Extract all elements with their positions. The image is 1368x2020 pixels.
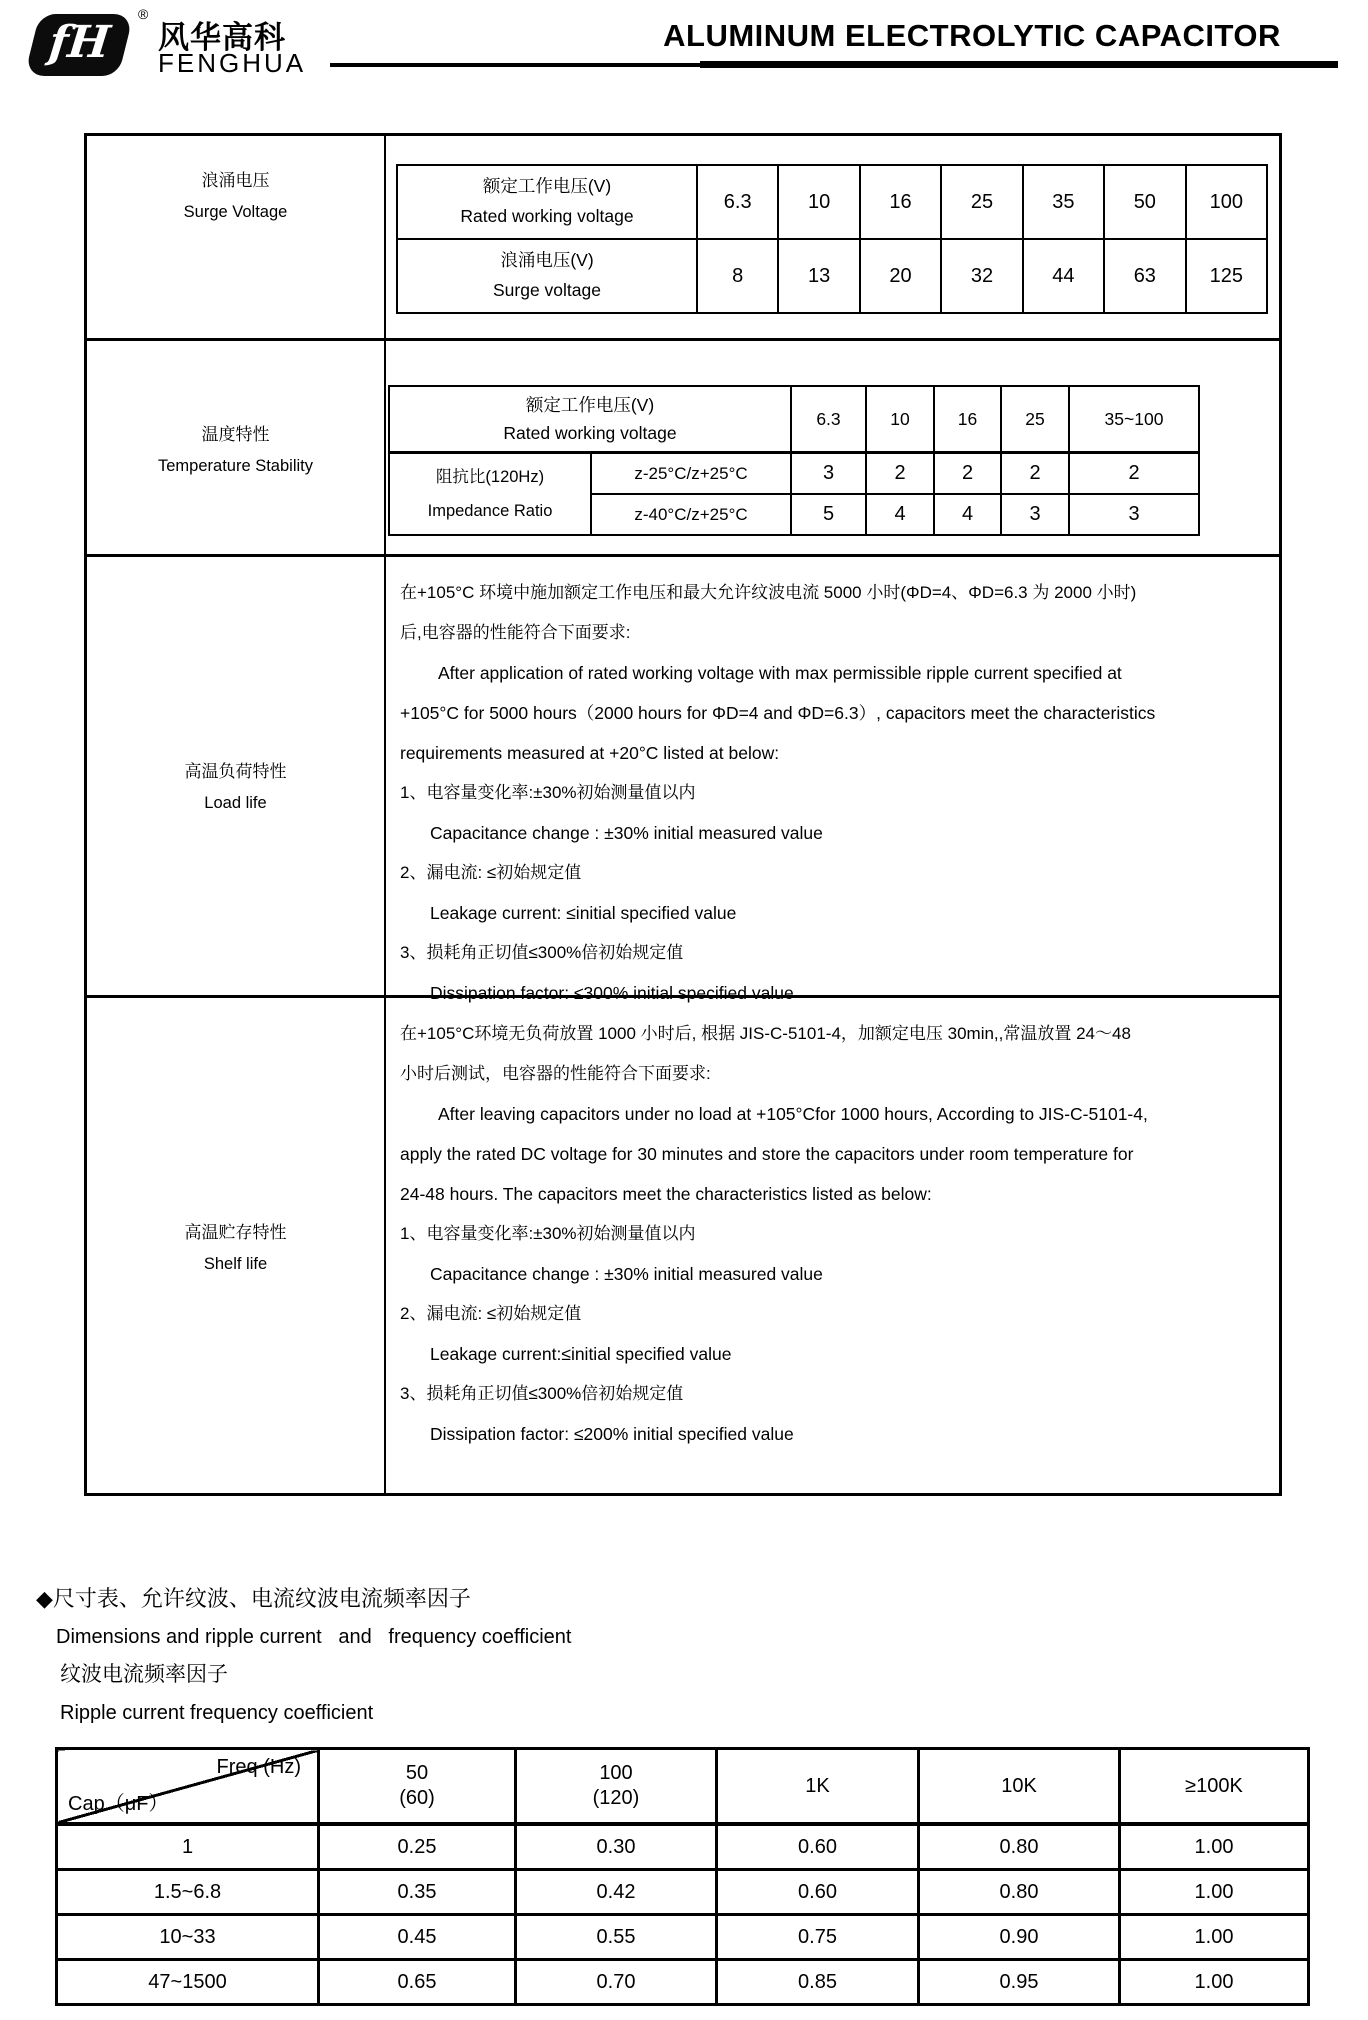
page-title: ALUMINUM ELECTROLYTIC CAPACITOR (663, 18, 1281, 53)
characteristics-table (84, 133, 1282, 1496)
cap-range-cell: 1.5~6.8 (57, 1870, 319, 1915)
shelf-life-line: 2、漏电流: ≤初始规定值 (400, 1304, 582, 1323)
surge-voltage-label-en: Surge Voltage (183, 203, 288, 221)
temp-voltage-cell: 16 (934, 386, 1001, 453)
z25-value-cell: 2 (1001, 453, 1069, 495)
load-life-line: 2、漏电流: ≤初始规定值 (400, 863, 582, 882)
frequency-coefficient-table (55, 1747, 1310, 2006)
load-life-line: 1、电容量变化率:±30%初始测量值以内 (400, 783, 696, 802)
z25-value-cell: 2 (1069, 453, 1199, 495)
shelf-life-text (386, 998, 1279, 1454)
impedance-ratio-label-cn: 阻抗比(120Hz) (435, 468, 545, 486)
z25-value-cell: 2 (934, 453, 1001, 495)
coefficient-cell: 1.00 (1120, 1824, 1309, 1870)
surge-voltage-value-cell: 8 (697, 239, 778, 313)
rated-voltage-cell: 6.3 (697, 165, 778, 239)
shelf-life-content (386, 998, 1279, 1493)
impedance-z25-row (389, 453, 1199, 495)
load-life-line: Capacitance change : ±30% initial measured value (430, 823, 823, 843)
section-heading-line1 (36, 1580, 571, 1618)
shelf-life-line: 24-48 hours. The capacitors meet the characteristics listed as below: (400, 1184, 932, 1204)
coefficient-cell: 0.65 (319, 1960, 516, 2005)
freq-column-header: ≥100K (1120, 1749, 1309, 1825)
surge-voltage-row (87, 136, 1279, 341)
coefficient-cell: 0.60 (717, 1870, 919, 1915)
shelf-life-label-cn: 高温贮存特性 (184, 1222, 287, 1242)
rated-voltage-header-cn: 额定工作电压(V) (482, 176, 612, 197)
logo-monogram: fH (46, 17, 113, 68)
frequency-data-row (57, 1824, 1309, 1870)
z25-value-cell: 3 (791, 453, 866, 495)
corner-cap-label: Cap（μF） (68, 1793, 169, 1815)
load-life-label (87, 557, 386, 1013)
load-life-line: After application of rated working voltage with max permissible ripple current specified at (438, 663, 1122, 683)
z40-value-cell: 3 (1001, 494, 1069, 535)
rated-voltage-header-row (397, 165, 1267, 239)
section-heading-line2: Dimensions and ripple current and frequency coefficient (56, 1626, 572, 1648)
z40-value-cell: 4 (934, 494, 1001, 535)
temp-voltage-cell: 25 (1001, 386, 1069, 453)
freq-column-header (319, 1749, 516, 1825)
z40-value-cell: 5 (791, 494, 866, 535)
z40-value-cell: 4 (866, 494, 934, 535)
brand-name-cn: 风华高科 (158, 20, 286, 55)
z40-ratio-label: z-40°C/z+25°C (591, 494, 791, 535)
temperature-stability-label (87, 341, 386, 554)
load-life-line: 在+105°C 环境中施加额定工作电压和最大允许纹波电流 5000 小时(ΦD=4、ΦD=6.3 为 2000 小时) (400, 583, 1137, 602)
coefficient-cell: 0.75 (717, 1915, 919, 1960)
dimensions-section-heading (36, 1580, 571, 1732)
load-life-text (386, 557, 1279, 1013)
coefficient-cell: 0.45 (319, 1915, 516, 1960)
temp-rated-voltage-header-row (389, 386, 1199, 453)
rated-voltage-cell: 10 (778, 165, 859, 239)
z25-value-cell: 2 (866, 453, 934, 495)
load-life-line: Leakage current: ≤initial specified value (430, 903, 737, 923)
temperature-stability-label-cn: 温度特性 (201, 424, 270, 444)
cap-range-cell: 47~1500 (57, 1960, 319, 2005)
coefficient-cell: 0.85 (717, 1960, 919, 2005)
corner-freq-label: Freq (Hz) (216, 1756, 301, 1778)
freq-header-line2: (120) (592, 1787, 640, 1809)
title-underline-thin (330, 63, 710, 67)
load-life-label-cn: 高温负荷特性 (184, 762, 287, 781)
freq-header-line1: 100 (599, 1762, 633, 1784)
z25-ratio-label: z-25°C/z+25°C (591, 453, 791, 495)
surge-voltage-value-cell: 20 (860, 239, 941, 313)
shelf-life-line: Capacitance change : ±30% initial measured value (430, 1264, 823, 1284)
surge-voltage-value-cell: 125 (1186, 239, 1267, 313)
coefficient-cell: 0.90 (919, 1915, 1120, 1960)
temp-rated-voltage-header-en: Rated working voltage (503, 423, 677, 443)
surge-voltage-header-cell (397, 239, 697, 313)
load-life-line: requirements measured at +20°C listed at below: (400, 743, 780, 763)
surge-voltage-inner-table (396, 164, 1268, 314)
coefficient-cell: 1.00 (1120, 1960, 1309, 2005)
coefficient-cell: 0.30 (516, 1824, 717, 1870)
temperature-stability-label-en: Temperature Stability (158, 456, 313, 475)
section-heading-line3: 纹波电流频率因子 (60, 1663, 228, 1686)
load-life-line: 3、损耗角正切值≤300%倍初始规定值 (400, 943, 684, 962)
freq-cap-corner-cell (57, 1749, 319, 1825)
temp-rated-voltage-header-cell (389, 386, 791, 453)
surge-voltage-header-cn: 浪涌电压(V) (500, 250, 594, 271)
surge-voltage-content (386, 136, 1279, 338)
freq-column-header: 10K (919, 1749, 1120, 1825)
frequency-data-row (57, 1870, 1309, 1915)
temp-voltage-cell: 35~100 (1069, 386, 1199, 453)
temp-voltage-cell: 6.3 (791, 386, 866, 453)
frequency-header-row (57, 1749, 1309, 1825)
load-life-line: 后,电容器的性能符合下面要求: (400, 623, 631, 642)
surge-voltage-value-cell: 44 (1023, 239, 1104, 313)
shelf-life-line: 小时后测试，电容器的性能符合下面要求: (400, 1064, 711, 1083)
shelf-life-row (87, 998, 1279, 1493)
cap-range-cell: 10~33 (57, 1915, 319, 1960)
surge-voltage-label (87, 136, 386, 338)
rated-voltage-cell: 100 (1186, 165, 1267, 239)
coefficient-cell: 0.25 (319, 1824, 516, 1870)
shelf-life-line: apply the rated DC voltage for 30 minutes and store the capacitors under room temperature for (400, 1144, 1134, 1164)
shelf-life-label (87, 998, 386, 1493)
title-underline-thick (700, 61, 1338, 68)
rated-voltage-header-cell (397, 165, 697, 239)
rated-voltage-cell: 16 (860, 165, 941, 239)
surge-voltage-header-en: Surge voltage (493, 280, 601, 300)
surge-voltage-value-cell: 32 (941, 239, 1022, 313)
shelf-life-line: 1、电容量变化率:±30%初始测量值以内 (400, 1224, 696, 1243)
impedance-ratio-label-cell (389, 453, 591, 536)
z40-value-cell: 3 (1069, 494, 1199, 535)
load-life-line: Dissipation factor: ≤300% initial specified value (430, 983, 794, 1003)
coefficient-cell: 0.55 (516, 1915, 717, 1960)
fenghua-logo-icon (24, 14, 133, 76)
coefficient-cell: 1.00 (1120, 1915, 1309, 1960)
load-life-label-en: Load life (204, 794, 267, 812)
coefficient-cell: 1.00 (1120, 1870, 1309, 1915)
coefficient-cell: 0.80 (919, 1870, 1120, 1915)
shelf-life-line: 3、损耗角正切值≤300%倍初始规定值 (400, 1384, 684, 1403)
freq-column-header: 1K (717, 1749, 919, 1825)
load-life-line: +105°C for 5000 hours（2000 hours for ΦD=4 and ΦD=6.3）, capacitors meet the characteristics (400, 703, 1156, 723)
temp-rated-voltage-header-cn: 额定工作电压(V) (525, 395, 655, 415)
freq-column-header (516, 1749, 717, 1825)
freq-header-line2: (60) (399, 1787, 435, 1809)
brand-name-en: FENGHUA (158, 48, 307, 78)
shelf-life-label-en: Shelf life (203, 1254, 268, 1273)
rated-voltage-header-en: Rated working voltage (460, 206, 634, 226)
rated-voltage-cell: 50 (1104, 165, 1185, 239)
cap-range-cell: 1 (57, 1824, 319, 1870)
shelf-life-line: Leakage current:≤initial specified value (430, 1344, 732, 1364)
surge-voltage-value-row (397, 239, 1267, 313)
section-heading-line1-text: 尺寸表、允许纹波、电流纹波电流频率因子 (52, 1586, 471, 1611)
surge-voltage-value-cell: 63 (1104, 239, 1185, 313)
coefficient-cell: 0.35 (319, 1870, 516, 1915)
coefficient-cell: 0.70 (516, 1960, 717, 2005)
rated-voltage-cell: 35 (1023, 165, 1104, 239)
shelf-life-line: After leaving capacitors under no load at +105°Cfor 1000 hours, According to JIS-C-5101-4, (438, 1104, 1148, 1124)
coefficient-cell: 0.60 (717, 1824, 919, 1870)
shelf-life-line: 在+105°C环境无负荷放置 1000 小时后, 根据 JIS-C-5101-4，加额定电压 30min,,常温放置 24～48 (400, 1024, 1131, 1043)
coefficient-cell: 0.95 (919, 1960, 1120, 2005)
section-heading-line4: Ripple current frequency coefficient (60, 1702, 374, 1724)
surge-voltage-label-cn: 浪涌电压 (201, 171, 270, 190)
coefficient-cell: 0.42 (516, 1870, 717, 1915)
temperature-stability-content (386, 341, 1279, 554)
frequency-data-row (57, 1960, 1309, 2005)
load-life-content (386, 557, 1279, 1013)
coefficient-cell: 0.80 (919, 1824, 1120, 1870)
frequency-data-row (57, 1915, 1309, 1960)
diamond-bullet-icon: ◆ (36, 1586, 53, 1611)
surge-voltage-value-cell: 13 (778, 239, 859, 313)
shelf-life-line: Dissipation factor: ≤200% initial specified value (430, 1424, 794, 1444)
temperature-stability-row (87, 341, 1279, 557)
registered-trademark-icon: ® (138, 6, 149, 22)
load-life-row (87, 557, 1279, 1003)
impedance-ratio-label-en: Impedance Ratio (427, 502, 553, 520)
temp-voltage-cell: 10 (866, 386, 934, 453)
rated-voltage-cell: 25 (941, 165, 1022, 239)
temperature-inner-table (388, 385, 1200, 536)
freq-header-line1: 50 (405, 1762, 429, 1784)
